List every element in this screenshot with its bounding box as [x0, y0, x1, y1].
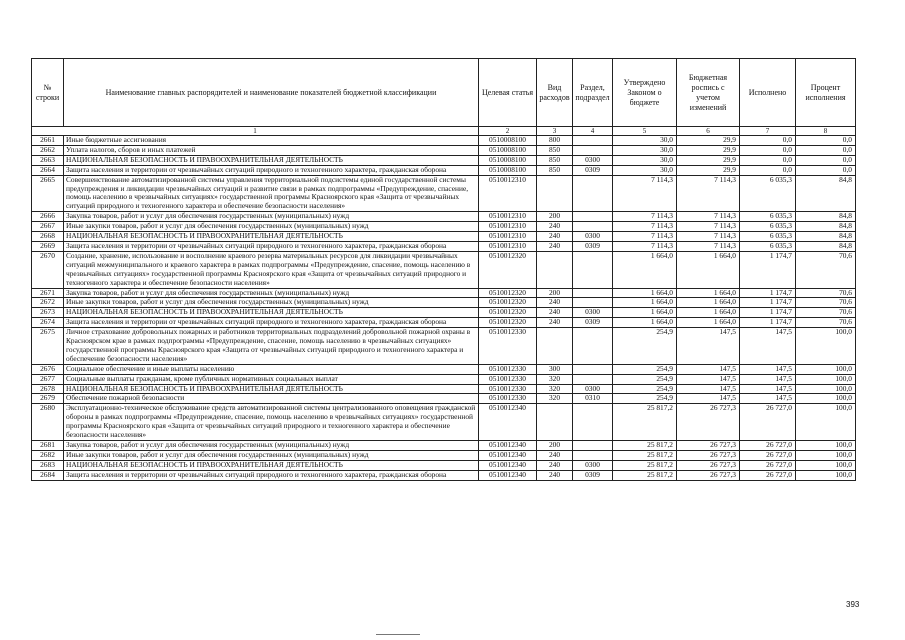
row-name: НАЦИОНАЛЬНАЯ БЕЗОПАСНОСТЬ И ПРАВООХРАНИТЕЛЬНАЯ ДЕЯТЕЛЬНОСТЬ: [64, 155, 479, 165]
footer-divider: [376, 634, 420, 635]
header-budget-list: Бюджетная роспись с учетом изменений: [677, 59, 740, 127]
row-number: 2680: [32, 404, 64, 441]
budget-list-amount: 7 114,3: [677, 241, 740, 251]
budget-list-amount: 1 664,0: [677, 308, 740, 318]
header-name: Наименование главных распорядителей и наименование показателей бюджетной классификации: [64, 59, 479, 127]
execution-percent: 100,0: [796, 384, 856, 394]
section-code: 0309: [573, 241, 613, 251]
expense-type: 240: [537, 450, 573, 460]
executed-amount: 147,5: [740, 328, 796, 365]
row-name: НАЦИОНАЛЬНАЯ БЕЗОПАСНОСТЬ И ПРАВООХРАНИТЕЛЬНАЯ ДЕЯТЕЛЬНОСТЬ: [64, 460, 479, 470]
target-article: 0510012330: [479, 384, 537, 394]
table-row: [32, 155, 856, 165]
budget-list-amount: 1 664,0: [677, 318, 740, 328]
row-name: Иные бюджетные ассигнования: [64, 136, 479, 146]
table-row: [32, 364, 856, 374]
section-code: 0300: [573, 384, 613, 394]
executed-amount: 6 035,3: [740, 212, 796, 222]
executed-amount: 1 174,7: [740, 308, 796, 318]
section-code: [573, 328, 613, 365]
execution-percent: 0,0: [796, 165, 856, 175]
section-code: [573, 251, 613, 288]
table-row: [32, 328, 856, 365]
row-name: Уплата налогов, сборов и иных платежей: [64, 145, 479, 155]
executed-amount: 6 035,3: [740, 222, 796, 232]
row-number: 2681: [32, 441, 64, 451]
table-row: [32, 394, 856, 404]
approved-amount: 1 664,0: [613, 308, 677, 318]
approved-amount: 7 114,3: [613, 241, 677, 251]
budget-list-amount: 7 114,3: [677, 222, 740, 232]
row-number: 2667: [32, 222, 64, 232]
target-article: 0510012340: [479, 470, 537, 480]
section-code: 0300: [573, 308, 613, 318]
executed-amount: 6 035,3: [740, 241, 796, 251]
row-number: 2684: [32, 470, 64, 480]
header-target: Целевая статья: [479, 59, 537, 127]
table-row: [32, 374, 856, 384]
target-article: 0510012330: [479, 328, 537, 365]
section-code: [573, 145, 613, 155]
target-article: 0510012320: [479, 298, 537, 308]
section-code: [573, 222, 613, 232]
table-row: [32, 212, 856, 222]
target-article: 0510012310: [479, 222, 537, 232]
target-article: 0510012310: [479, 232, 537, 242]
execution-percent: 0,0: [796, 136, 856, 146]
section-code: 0309: [573, 470, 613, 480]
budget-list-amount: 147,5: [677, 374, 740, 384]
target-article: 0510012310: [479, 175, 537, 212]
approved-amount: 30,0: [613, 165, 677, 175]
executed-amount: 26 727,0: [740, 450, 796, 460]
approved-amount: 30,0: [613, 145, 677, 155]
approved-amount: 7 114,3: [613, 212, 677, 222]
approved-amount: 254,9: [613, 328, 677, 365]
budget-list-amount: 7 114,3: [677, 232, 740, 242]
approved-amount: 7 114,3: [613, 222, 677, 232]
budget-list-amount: 29,9: [677, 155, 740, 165]
expense-type: [537, 404, 573, 441]
page-number: 393: [846, 600, 860, 609]
row-number: 2676: [32, 364, 64, 374]
approved-amount: 25 817,2: [613, 470, 677, 480]
section-code: [573, 298, 613, 308]
row-number: 2678: [32, 384, 64, 394]
approved-amount: 1 664,0: [613, 251, 677, 288]
expense-type: 240: [537, 460, 573, 470]
row-name: Закупка товаров, работ и услуг для обеспечения государственных (муниципальных) нужд: [64, 441, 479, 451]
row-name: Иные закупки товаров, работ и услуг для обеспечения государственных (муниципальных) нужд: [64, 222, 479, 232]
execution-percent: 84,8: [796, 175, 856, 212]
table-row: [32, 241, 856, 251]
budget-list-amount: 26 727,3: [677, 450, 740, 460]
row-number: 2665: [32, 175, 64, 212]
row-number: 2668: [32, 232, 64, 242]
row-number: 2673: [32, 308, 64, 318]
row-number: 2664: [32, 165, 64, 175]
header-executed: Исполнено: [740, 59, 796, 127]
executed-amount: 26 727,0: [740, 460, 796, 470]
approved-amount: 1 664,0: [613, 288, 677, 298]
row-name: Обеспечение пожарной безопасности: [64, 394, 479, 404]
column-number-4: 4: [573, 127, 613, 136]
execution-percent: 70,6: [796, 308, 856, 318]
expense-type: 240: [537, 232, 573, 242]
expense-type: 300: [537, 364, 573, 374]
expense-type: 850: [537, 155, 573, 165]
table-row: [32, 298, 856, 308]
executed-amount: 147,5: [740, 394, 796, 404]
section-code: [573, 175, 613, 212]
approved-amount: 7 114,3: [613, 232, 677, 242]
header-row-no: № строки: [32, 59, 64, 127]
execution-percent: 84,8: [796, 232, 856, 242]
expense-type: 800: [537, 136, 573, 146]
table-row: [32, 441, 856, 451]
table-row: [32, 404, 856, 441]
approved-amount: 254,9: [613, 384, 677, 394]
target-article: 0510008100: [479, 136, 537, 146]
expense-type: 200: [537, 441, 573, 451]
row-number: 2661: [32, 136, 64, 146]
table-row: [32, 308, 856, 318]
expense-type: 320: [537, 394, 573, 404]
target-article: 0510012340: [479, 404, 537, 441]
executed-amount: 1 174,7: [740, 251, 796, 288]
header-type: Вид расходов: [537, 59, 573, 127]
section-code: [573, 374, 613, 384]
header-approved: Утверждено Законом о бюджете: [613, 59, 677, 127]
expense-type: [537, 175, 573, 212]
row-number: 2666: [32, 212, 64, 222]
table-row: [32, 175, 856, 212]
budget-list-amount: 29,9: [677, 136, 740, 146]
table-row: [32, 384, 856, 394]
executed-amount: 0,0: [740, 165, 796, 175]
executed-amount: 0,0: [740, 155, 796, 165]
expense-type: 200: [537, 212, 573, 222]
table-row: [32, 450, 856, 460]
execution-percent: 100,0: [796, 364, 856, 374]
executed-amount: 0,0: [740, 145, 796, 155]
header-percent: Процент исполнения: [796, 59, 856, 127]
executed-amount: 6 035,3: [740, 232, 796, 242]
approved-amount: 25 817,2: [613, 450, 677, 460]
expense-type: 200: [537, 288, 573, 298]
budget-execution-table: [31, 58, 856, 481]
target-article: 0510012330: [479, 364, 537, 374]
table-row: [32, 232, 856, 242]
row-name: Закупка товаров, работ и услуг для обеспечения государственных (муниципальных) нужд: [64, 212, 479, 222]
execution-percent: 100,0: [796, 404, 856, 441]
budget-list-amount: 26 727,3: [677, 404, 740, 441]
row-name: Социальные выплаты гражданам, кроме публичных нормативных социальных выплат: [64, 374, 479, 384]
target-article: 0510012310: [479, 241, 537, 251]
budget-list-amount: 29,9: [677, 145, 740, 155]
budget-list-amount: 26 727,3: [677, 441, 740, 451]
executed-amount: 26 727,0: [740, 441, 796, 451]
budget-list-amount: 7 114,3: [677, 175, 740, 212]
execution-percent: 100,0: [796, 328, 856, 365]
column-number-7: 7: [740, 127, 796, 136]
executed-amount: 1 174,7: [740, 298, 796, 308]
table-row: [32, 460, 856, 470]
execution-percent: 70,6: [796, 318, 856, 328]
execution-percent: 70,6: [796, 288, 856, 298]
target-article: 0510012330: [479, 374, 537, 384]
executed-amount: 147,5: [740, 364, 796, 374]
approved-amount: 25 817,2: [613, 404, 677, 441]
budget-list-amount: 147,5: [677, 364, 740, 374]
target-article: 0510008100: [479, 165, 537, 175]
table-row: [32, 136, 856, 146]
header-section: Раздел, подраздел: [573, 59, 613, 127]
section-code: 0309: [573, 165, 613, 175]
section-code: 0300: [573, 155, 613, 165]
execution-percent: 100,0: [796, 460, 856, 470]
row-name: Совершенствование автоматизированной системы управления территориальной подсистемы единой государственной системы предупреждения и ликвидации чрезвычайных ситуаций и развитие связи в рамках подпрограммы «Предупреждение, спасение, помощь населению в чрезвычайных ситуациях» государственной программы Красноярского края «Защита от чрезвычайных ситуаций природного и техногенного характера и обеспечение безопасности населения»: [64, 175, 479, 212]
table-header: [32, 59, 856, 136]
execution-percent: 84,8: [796, 212, 856, 222]
section-code: [573, 441, 613, 451]
budget-list-amount: 1 664,0: [677, 288, 740, 298]
row-name: Иные закупки товаров, работ и услуг для обеспечения государственных (муниципальных) нужд: [64, 298, 479, 308]
row-name: Защита населения и территории от чрезвычайных ситуаций природного и техногенного характера, гражданская оборона: [64, 241, 479, 251]
section-code: [573, 212, 613, 222]
row-name: НАЦИОНАЛЬНАЯ БЕЗОПАСНОСТЬ И ПРАВООХРАНИТЕЛЬНАЯ ДЕЯТЕЛЬНОСТЬ: [64, 308, 479, 318]
column-number-2: 2: [479, 127, 537, 136]
expense-type: 240: [537, 318, 573, 328]
row-name: Эксплуатационно-техническое обслуживание средств автоматизированной системы централизованного оповещения гражданской обороны в рамках подпрограммы «Предупреждение, спасение, помощь населению в чрезвычайных ситуациях» государственной программы Красноярского края «Защита от чрезвычайных ситуаций природного и техногенного характера и обеспечение безопасности населения»: [64, 404, 479, 441]
table-row: [32, 251, 856, 288]
approved-amount: 25 817,2: [613, 460, 677, 470]
executed-amount: 26 727,0: [740, 404, 796, 441]
executed-amount: 1 174,7: [740, 318, 796, 328]
section-code: [573, 364, 613, 374]
section-code: [573, 404, 613, 441]
budget-list-amount: 26 727,3: [677, 460, 740, 470]
row-number: 2683: [32, 460, 64, 470]
budget-list-amount: 1 664,0: [677, 251, 740, 288]
column-number-5: 5: [613, 127, 677, 136]
table-row: [32, 165, 856, 175]
row-name: Социальное обеспечение и иные выплаты населению: [64, 364, 479, 374]
execution-percent: 100,0: [796, 441, 856, 451]
target-article: 0510012320: [479, 251, 537, 288]
approved-amount: 254,9: [613, 374, 677, 384]
budget-list-amount: 29,9: [677, 165, 740, 175]
budget-table-container: [31, 58, 856, 481]
executed-amount: 6 035,3: [740, 175, 796, 212]
table-row: [32, 288, 856, 298]
row-number: 2663: [32, 155, 64, 165]
budget-list-amount: 147,5: [677, 328, 740, 365]
expense-type: 240: [537, 298, 573, 308]
column-number-3: 3: [537, 127, 573, 136]
budget-list-amount: 7 114,3: [677, 212, 740, 222]
row-name: Защита населения и территории от чрезвычайных ситуаций природного и техногенного характера, гражданская оборона: [64, 318, 479, 328]
approved-amount: 254,9: [613, 364, 677, 374]
row-name: Создание, хранение, использование и восполнение краевого резерва материальных ресурсов для ликвидации чрезвычайных ситуаций межмуниципального и краевого характера в рамках подпрограммы «Предупреждение, спасение, помощь населению в чрезвычайных ситуациях» государственной программы Красноярского края «Защита от чрезвычайных ситуаций природного и техногенного характера и обеспечение безопасности населения»: [64, 251, 479, 288]
target-article: 0510012320: [479, 308, 537, 318]
column-numbers-row: [32, 127, 856, 136]
approved-amount: 254,9: [613, 394, 677, 404]
execution-percent: 0,0: [796, 155, 856, 165]
row-number: 2677: [32, 374, 64, 384]
column-number-1: 1: [32, 127, 479, 136]
approved-amount: 1 664,0: [613, 298, 677, 308]
row-number: 2679: [32, 394, 64, 404]
row-name: НАЦИОНАЛЬНАЯ БЕЗОПАСНОСТЬ И ПРАВООХРАНИТЕЛЬНАЯ ДЕЯТЕЛЬНОСТЬ: [64, 384, 479, 394]
row-number: 2674: [32, 318, 64, 328]
execution-percent: 70,6: [796, 251, 856, 288]
approved-amount: 25 817,2: [613, 441, 677, 451]
target-article: 0510012340: [479, 450, 537, 460]
expense-type: 320: [537, 384, 573, 394]
section-code: 0300: [573, 460, 613, 470]
executed-amount: 147,5: [740, 374, 796, 384]
table-row: [32, 222, 856, 232]
approved-amount: 30,0: [613, 155, 677, 165]
approved-amount: 30,0: [613, 136, 677, 146]
target-article: 0510008100: [479, 145, 537, 155]
section-code: 0300: [573, 232, 613, 242]
row-number: 2669: [32, 241, 64, 251]
expense-type: 320: [537, 374, 573, 384]
row-number: 2672: [32, 298, 64, 308]
budget-list-amount: 1 664,0: [677, 298, 740, 308]
target-article: 0510012320: [479, 288, 537, 298]
column-number-6: 6: [677, 127, 740, 136]
target-article: 0510012340: [479, 460, 537, 470]
row-number: 2682: [32, 450, 64, 460]
expense-type: 850: [537, 145, 573, 155]
execution-percent: 70,6: [796, 298, 856, 308]
table-row: [32, 470, 856, 480]
row-name: Защита населения и территории от чрезвычайных ситуаций природного и техногенного характера, гражданская оборона: [64, 470, 479, 480]
expense-type: 850: [537, 165, 573, 175]
execution-percent: 0,0: [796, 145, 856, 155]
section-code: [573, 288, 613, 298]
row-number: 2671: [32, 288, 64, 298]
execution-percent: 100,0: [796, 374, 856, 384]
table-body: [32, 136, 856, 481]
expense-type: 240: [537, 470, 573, 480]
column-number-8: 8: [796, 127, 856, 136]
expense-type: 240: [537, 241, 573, 251]
target-article: 0510012320: [479, 318, 537, 328]
row-name: Защита населения и территории от чрезвычайных ситуаций природного и техногенного характера, гражданская оборона: [64, 165, 479, 175]
row-number: 2662: [32, 145, 64, 155]
row-number: 2675: [32, 328, 64, 365]
row-name: Иные закупки товаров, работ и услуг для обеспечения государственных (муниципальных) нужд: [64, 450, 479, 460]
target-article: 0510012340: [479, 441, 537, 451]
execution-percent: 100,0: [796, 450, 856, 460]
table-row: [32, 145, 856, 155]
target-article: 0510012330: [479, 394, 537, 404]
target-article: 0510008100: [479, 155, 537, 165]
execution-percent: 84,8: [796, 241, 856, 251]
table-row: [32, 318, 856, 328]
execution-percent: 100,0: [796, 394, 856, 404]
executed-amount: 147,5: [740, 384, 796, 394]
execution-percent: 84,8: [796, 222, 856, 232]
expense-type: 240: [537, 308, 573, 318]
approved-amount: 7 114,3: [613, 175, 677, 212]
section-code: 0310: [573, 394, 613, 404]
executed-amount: 0,0: [740, 136, 796, 146]
section-code: [573, 450, 613, 460]
expense-type: 240: [537, 222, 573, 232]
budget-list-amount: 26 727,3: [677, 470, 740, 480]
approved-amount: 1 664,0: [613, 318, 677, 328]
expense-type: [537, 328, 573, 365]
row-name: НАЦИОНАЛЬНАЯ БЕЗОПАСНОСТЬ И ПРАВООХРАНИТЕЛЬНАЯ ДЕЯТЕЛЬНОСТЬ: [64, 232, 479, 242]
execution-percent: 100,0: [796, 470, 856, 480]
budget-list-amount: 147,5: [677, 394, 740, 404]
executed-amount: 1 174,7: [740, 288, 796, 298]
section-code: 0309: [573, 318, 613, 328]
section-code: [573, 136, 613, 146]
row-name: Закупка товаров, работ и услуг для обеспечения государственных (муниципальных) нужд: [64, 288, 479, 298]
row-number: 2670: [32, 251, 64, 288]
executed-amount: 26 727,0: [740, 470, 796, 480]
row-name: Личное страхование добровольных пожарных и работников территориальных подразделений добровольной пожарной охраны в Красноярском крае в рамках подпрограммы «Предупреждение, спасение, помощь населению в чрезвычайных ситуациях» государственной программы Красноярского края «Защита от чрезвычайных ситуаций природного и техногенного характера и обеспечение безопасности населения»: [64, 328, 479, 365]
expense-type: [537, 251, 573, 288]
budget-list-amount: 147,5: [677, 384, 740, 394]
target-article: 0510012310: [479, 212, 537, 222]
